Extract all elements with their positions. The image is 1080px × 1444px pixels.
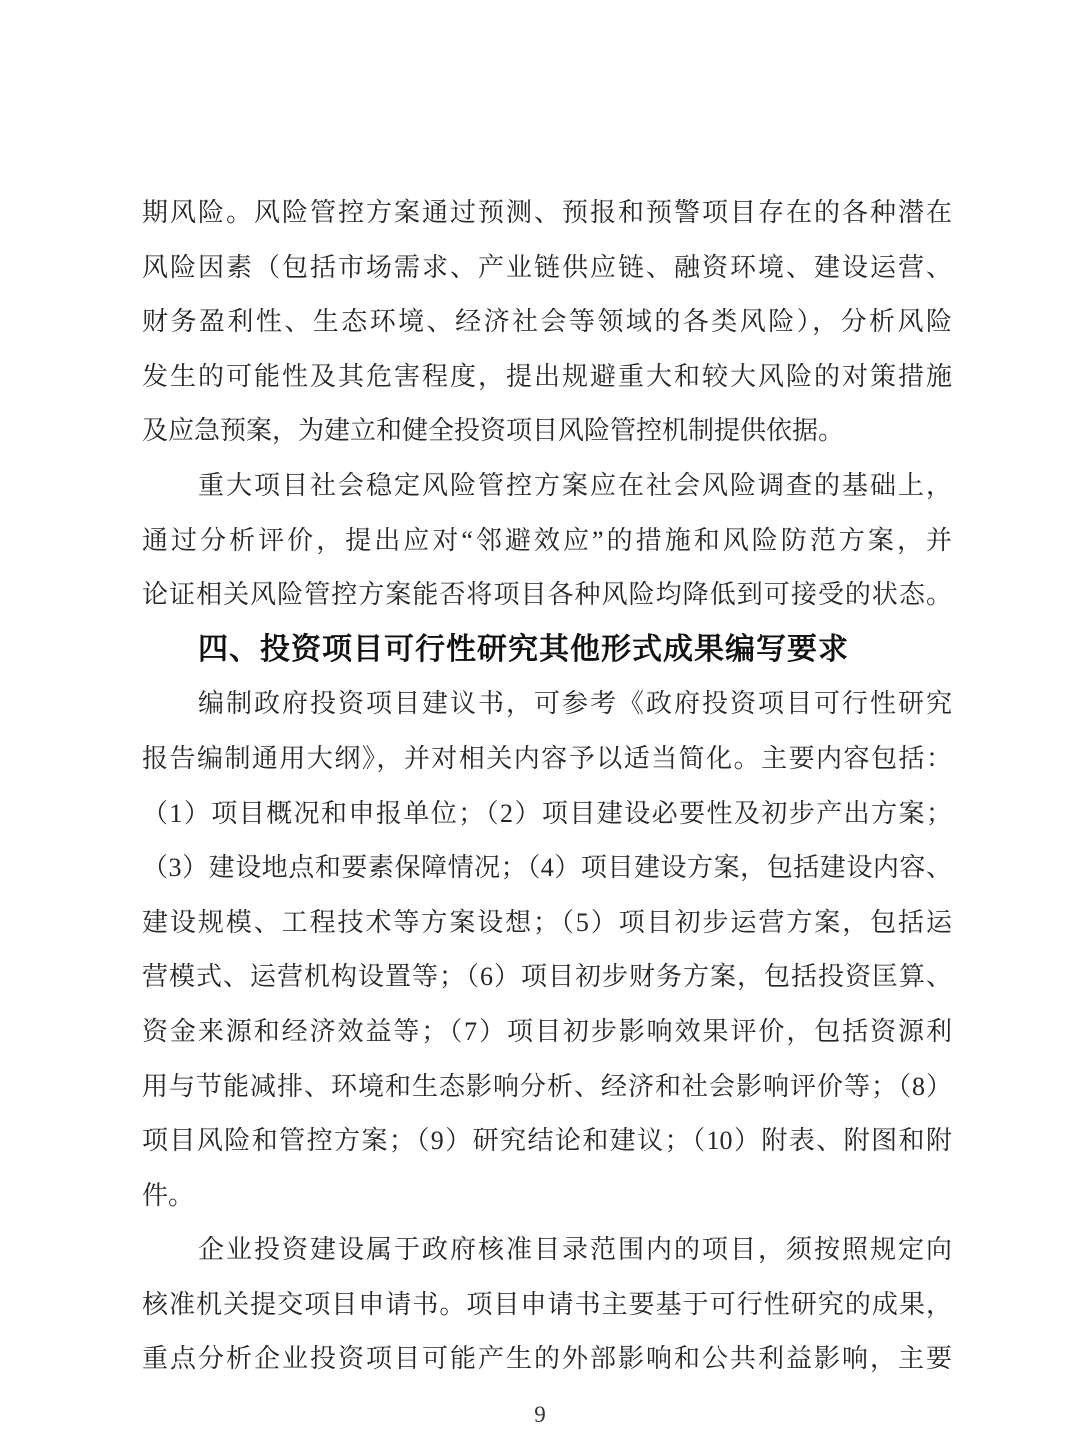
text-line: 报告编制通用大纲》，并对相关内容予以适当简化。主要内容包括： bbox=[142, 743, 952, 773]
text-line: 论证相关风险管控方案能否将项目各种风险均降低到可接受的状态。 bbox=[142, 580, 952, 610]
text-line: 企业投资建设属于政府核准目录范围内的项目，须按照规定向 bbox=[198, 1235, 952, 1265]
text-line: （3）建设地点和要素保障情况；（4）项目建设方案，包括建设内容、 bbox=[142, 853, 952, 883]
text-line: 件。 bbox=[142, 1180, 195, 1210]
text-line: （1）项目概况和申报单位；（2）项目建设必要性及初步产出方案； bbox=[142, 798, 952, 828]
text-block bbox=[142, 186, 952, 1387]
text-line: 营模式、运营机构设置等；（6）项目初步财务方案，包括投资匡算、 bbox=[142, 962, 952, 992]
text-line: 重点分析企业投资项目可能产生的外部影响和公共利益影响，主要 bbox=[142, 1344, 952, 1374]
text-line: 发生的可能性及其危害程度，提出规避重大和较大风险的对策措施 bbox=[142, 361, 952, 391]
page-number: 9 bbox=[534, 1402, 546, 1427]
text-line: 期风险。风险管控方案通过预测、预报和预警项目存在的各种潜在 bbox=[142, 198, 952, 227]
section-heading: 四、投资项目可行性研究其他形式成果编写要求 bbox=[198, 632, 849, 666]
text-line: 用与节能减排、环境和生态影响分析、经济和社会影响评价等；（8） bbox=[142, 1071, 952, 1101]
text-line: 通过分析评价，提出应对“邻避效应”的措施和风险防范方案，并 bbox=[142, 525, 952, 555]
text-line: 项目风险和管控方案；（9）研究结论和建议；（10）附表、附图和附 bbox=[142, 1126, 952, 1156]
text-line: 财务盈利性、生态环境、经济社会等领域的各类风险），分析风险 bbox=[142, 307, 952, 337]
text-line: 及应急预案，为建立和健全投资项目风险管控机制提供依据。 bbox=[142, 416, 845, 446]
text-line: 资金来源和经济效益等；（7）项目初步影响效果评价，包括资源利 bbox=[142, 1016, 952, 1046]
text-line: 重大项目社会稳定风险管控方案应在社会风险调查的基础上， bbox=[198, 470, 952, 500]
text-line: 风险因素（包括市场需求、产业链供应链、融资环境、建设运营、 bbox=[142, 252, 952, 282]
text-line: 编制政府投资项目建议书，可参考《政府投资项目可行性研究 bbox=[198, 689, 952, 719]
text-line: 建设规模、工程技术等方案设想；（5）项目初步运营方案，包括运 bbox=[142, 907, 952, 937]
text-line: 核准机关提交项目申请书。项目申请书主要基于可行性研究的成果， bbox=[142, 1289, 952, 1319]
